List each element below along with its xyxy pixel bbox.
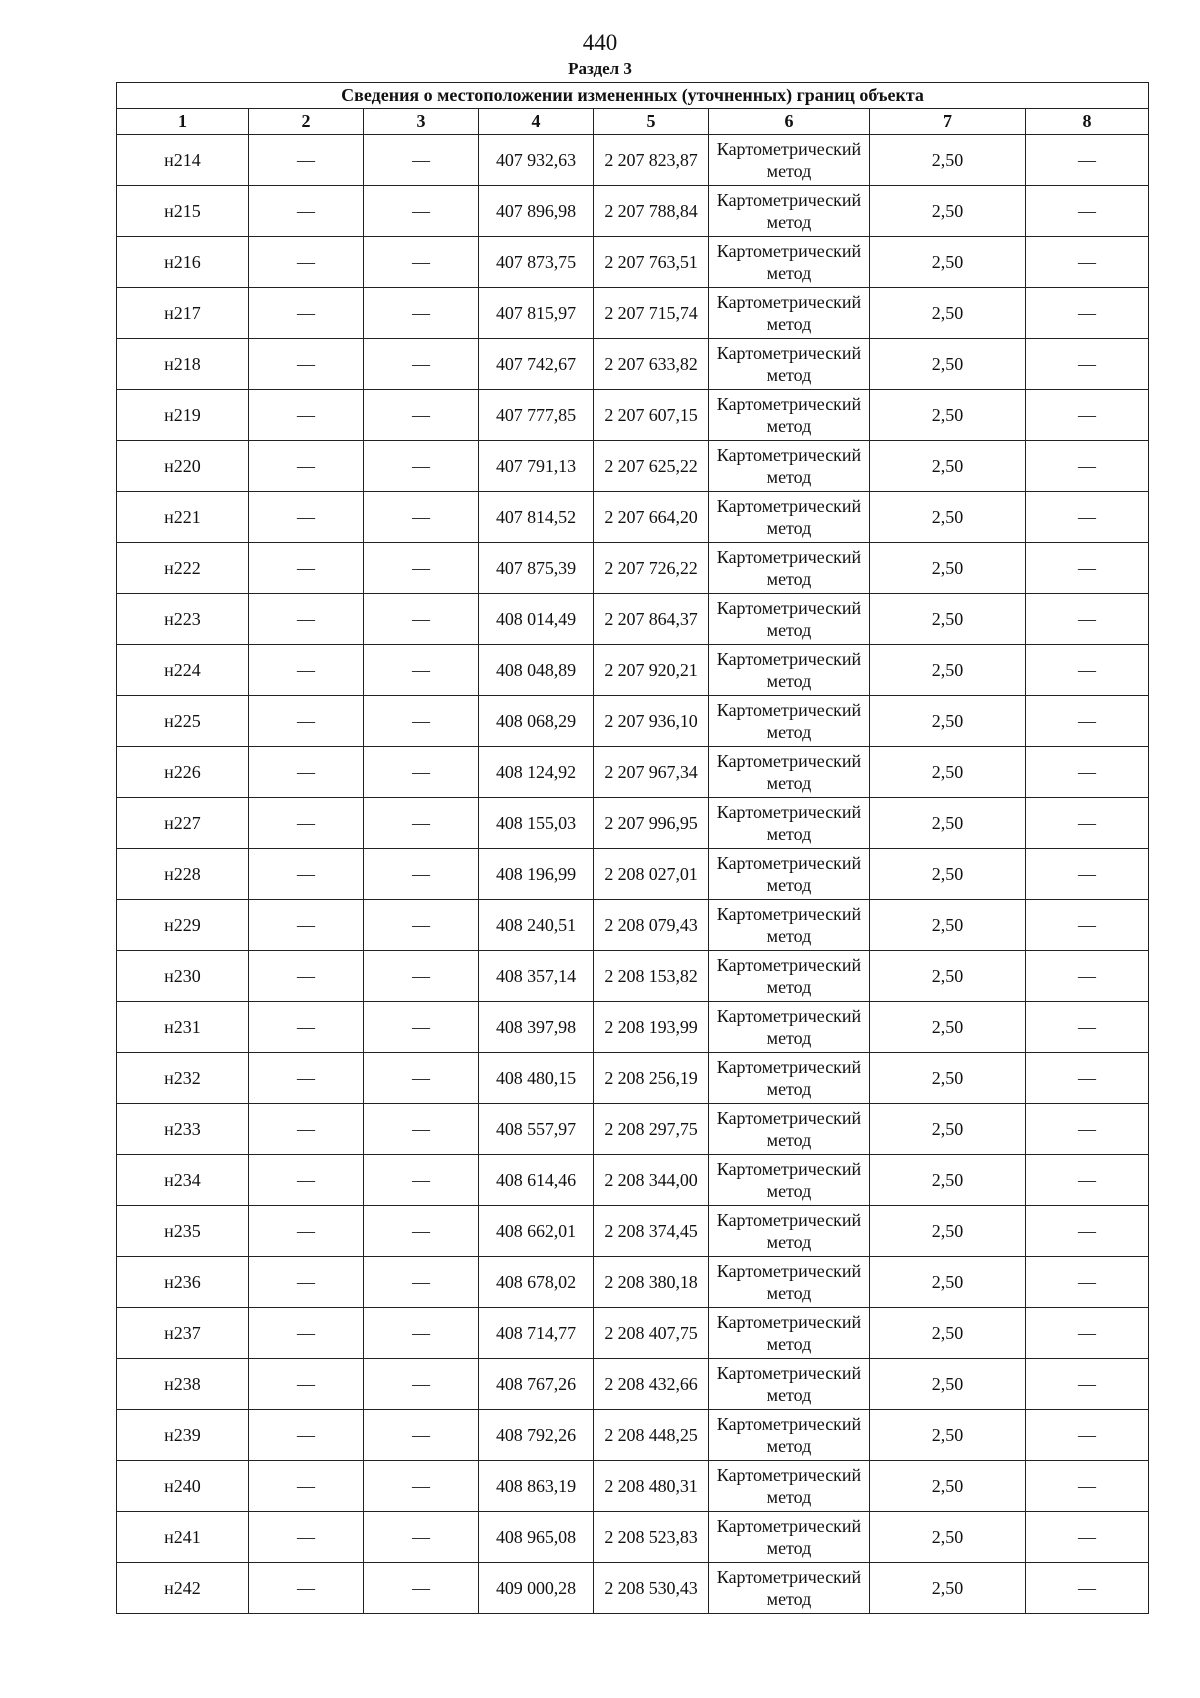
column-2-cell: — <box>249 441 364 492</box>
accuracy-cell: 2,50 <box>870 135 1026 186</box>
column-2-cell: — <box>249 747 364 798</box>
column-8-cell: — <box>1026 390 1149 441</box>
table-row <box>117 696 1149 747</box>
point-number-cell: н227 <box>117 798 249 849</box>
column-2-cell: — <box>249 798 364 849</box>
column-8-cell: — <box>1026 135 1149 186</box>
y-coordinate-cell: 2 207 726,22 <box>594 543 709 594</box>
table-row <box>117 1155 1149 1206</box>
column-3-cell: — <box>364 1512 479 1563</box>
table-row <box>117 1053 1149 1104</box>
point-number-cell: н238 <box>117 1359 249 1410</box>
column-8-cell: — <box>1026 543 1149 594</box>
table-body <box>117 135 1149 1614</box>
x-coordinate-cell: 407 742,67 <box>479 339 594 390</box>
point-number-cell: н228 <box>117 849 249 900</box>
accuracy-cell: 2,50 <box>870 594 1026 645</box>
column-2-cell: — <box>249 900 364 951</box>
column-3-cell: — <box>364 1002 479 1053</box>
column-8-cell: — <box>1026 186 1149 237</box>
method-cell: Картометрический метод <box>709 645 870 696</box>
x-coordinate-cell: 408 557,97 <box>479 1104 594 1155</box>
column-2-cell: — <box>249 135 364 186</box>
column-8-cell: — <box>1026 696 1149 747</box>
column-number-header: 2 <box>249 109 364 135</box>
x-coordinate-cell: 407 873,75 <box>479 237 594 288</box>
column-8-cell: — <box>1026 1461 1149 1512</box>
accuracy-cell: 2,50 <box>870 696 1026 747</box>
method-cell: Картометрический метод <box>709 288 870 339</box>
y-coordinate-cell: 2 207 967,34 <box>594 747 709 798</box>
table-row <box>117 339 1149 390</box>
column-number-header: 6 <box>709 109 870 135</box>
method-cell: Картометрический метод <box>709 1206 870 1257</box>
column-3-cell: — <box>364 645 479 696</box>
column-3-cell: — <box>364 492 479 543</box>
point-number-cell: н232 <box>117 1053 249 1104</box>
method-cell: Картометрический метод <box>709 186 870 237</box>
column-3-cell: — <box>364 390 479 441</box>
column-3-cell: — <box>364 594 479 645</box>
method-cell: Картометрический метод <box>709 1308 870 1359</box>
method-cell: Картометрический метод <box>709 594 870 645</box>
column-2-cell: — <box>249 1410 364 1461</box>
column-2-cell: — <box>249 1512 364 1563</box>
method-cell: Картометрический метод <box>709 1155 870 1206</box>
page-number: 440 <box>582 30 618 55</box>
y-coordinate-cell: 2 208 153,82 <box>594 951 709 1002</box>
method-cell: Картометрический метод <box>709 1002 870 1053</box>
column-8-cell: — <box>1026 1206 1149 1257</box>
x-coordinate-cell: 408 792,26 <box>479 1410 594 1461</box>
accuracy-cell: 2,50 <box>870 339 1026 390</box>
y-coordinate-cell: 2 208 297,75 <box>594 1104 709 1155</box>
accuracy-cell: 2,50 <box>870 1206 1026 1257</box>
y-coordinate-cell: 2 208 530,43 <box>594 1563 709 1614</box>
point-number-cell: н239 <box>117 1410 249 1461</box>
column-2-cell: — <box>249 1002 364 1053</box>
column-3-cell: — <box>364 186 479 237</box>
x-coordinate-cell: 408 124,92 <box>479 747 594 798</box>
table-row <box>117 900 1149 951</box>
accuracy-cell: 2,50 <box>870 543 1026 594</box>
column-3-cell: — <box>364 798 479 849</box>
accuracy-cell: 2,50 <box>870 849 1026 900</box>
point-number-cell: н221 <box>117 492 249 543</box>
column-3-cell: — <box>364 237 479 288</box>
column-2-cell: — <box>249 1257 364 1308</box>
y-coordinate-cell: 2 208 193,99 <box>594 1002 709 1053</box>
x-coordinate-cell: 408 155,03 <box>479 798 594 849</box>
coordinates-table <box>116 82 1149 1614</box>
column-8-cell: — <box>1026 798 1149 849</box>
column-2-cell: — <box>249 1053 364 1104</box>
x-coordinate-cell: 408 767,26 <box>479 1359 594 1410</box>
table-row <box>117 135 1149 186</box>
method-cell: Картометрический метод <box>709 543 870 594</box>
y-coordinate-cell: 2 208 344,00 <box>594 1155 709 1206</box>
x-coordinate-cell: 409 000,28 <box>479 1563 594 1614</box>
column-3-cell: — <box>364 900 479 951</box>
x-coordinate-cell: 408 014,49 <box>479 594 594 645</box>
accuracy-cell: 2,50 <box>870 747 1026 798</box>
point-number-cell: н219 <box>117 390 249 441</box>
column-8-cell: — <box>1026 1104 1149 1155</box>
table-row <box>117 645 1149 696</box>
point-number-cell: н240 <box>117 1461 249 1512</box>
table-row <box>117 237 1149 288</box>
method-cell: Картометрический метод <box>709 1359 870 1410</box>
column-3-cell: — <box>364 1104 479 1155</box>
column-8-cell: — <box>1026 1563 1149 1614</box>
column-2-cell: — <box>249 696 364 747</box>
point-number-cell: н234 <box>117 1155 249 1206</box>
table-row <box>117 747 1149 798</box>
point-number-cell: н231 <box>117 1002 249 1053</box>
column-3-cell: — <box>364 1359 479 1410</box>
column-3-cell: — <box>364 543 479 594</box>
column-8-cell: — <box>1026 288 1149 339</box>
point-number-cell: н214 <box>117 135 249 186</box>
column-3-cell: — <box>364 1155 479 1206</box>
table-row <box>117 1512 1149 1563</box>
x-coordinate-cell: 408 480,15 <box>479 1053 594 1104</box>
accuracy-cell: 2,50 <box>870 441 1026 492</box>
point-number-cell: н215 <box>117 186 249 237</box>
column-number-header: 7 <box>870 109 1026 135</box>
method-cell: Картометрический метод <box>709 1104 870 1155</box>
point-number-cell: н224 <box>117 645 249 696</box>
y-coordinate-cell: 2 208 079,43 <box>594 900 709 951</box>
y-coordinate-cell: 2 207 715,74 <box>594 288 709 339</box>
accuracy-cell: 2,50 <box>870 900 1026 951</box>
accuracy-cell: 2,50 <box>870 288 1026 339</box>
x-coordinate-cell: 408 678,02 <box>479 1257 594 1308</box>
x-coordinate-cell: 408 614,46 <box>479 1155 594 1206</box>
point-number-cell: н235 <box>117 1206 249 1257</box>
column-3-cell: — <box>364 1563 479 1614</box>
table-caption: Сведения о местоположении измененных (уточненных) границ объекта <box>117 83 1149 109</box>
column-3-cell: — <box>364 951 479 1002</box>
column-3-cell: — <box>364 1461 479 1512</box>
column-2-cell: — <box>249 645 364 696</box>
column-number-header: 1 <box>117 109 249 135</box>
column-number-header: 4 <box>479 109 594 135</box>
table-row <box>117 186 1149 237</box>
column-number-row <box>117 109 1149 135</box>
column-8-cell: — <box>1026 1512 1149 1563</box>
table-row <box>117 1308 1149 1359</box>
x-coordinate-cell: 408 196,99 <box>479 849 594 900</box>
x-coordinate-cell: 408 397,98 <box>479 1002 594 1053</box>
column-2-cell: — <box>249 594 364 645</box>
column-3-cell: — <box>364 1257 479 1308</box>
accuracy-cell: 2,50 <box>870 1257 1026 1308</box>
y-coordinate-cell: 2 208 256,19 <box>594 1053 709 1104</box>
y-coordinate-cell: 2 208 374,45 <box>594 1206 709 1257</box>
table-row <box>117 1206 1149 1257</box>
method-cell: Картометрический метод <box>709 1512 870 1563</box>
method-cell: Картометрический метод <box>709 747 870 798</box>
method-cell: Картометрический метод <box>709 849 870 900</box>
method-cell: Картометрический метод <box>709 390 870 441</box>
point-number-cell: н220 <box>117 441 249 492</box>
method-cell: Картометрический метод <box>709 492 870 543</box>
column-8-cell: — <box>1026 1053 1149 1104</box>
y-coordinate-cell: 2 208 523,83 <box>594 1512 709 1563</box>
method-cell: Картометрический метод <box>709 237 870 288</box>
table-row <box>117 543 1149 594</box>
accuracy-cell: 2,50 <box>870 1104 1026 1155</box>
method-cell: Картометрический метод <box>709 1257 870 1308</box>
column-3-cell: — <box>364 849 479 900</box>
y-coordinate-cell: 2 207 920,21 <box>594 645 709 696</box>
y-coordinate-cell: 2 207 763,51 <box>594 237 709 288</box>
x-coordinate-cell: 407 875,39 <box>479 543 594 594</box>
section-title: Раздел 3 <box>568 59 632 78</box>
table-row <box>117 1563 1149 1614</box>
table-row <box>117 492 1149 543</box>
method-cell: Картометрический метод <box>709 900 870 951</box>
point-number-cell: н217 <box>117 288 249 339</box>
column-8-cell: — <box>1026 1002 1149 1053</box>
table-row <box>117 1359 1149 1410</box>
x-coordinate-cell: 407 791,13 <box>479 441 594 492</box>
method-cell: Картометрический метод <box>709 339 870 390</box>
column-8-cell: — <box>1026 849 1149 900</box>
accuracy-cell: 2,50 <box>870 1308 1026 1359</box>
accuracy-cell: 2,50 <box>870 951 1026 1002</box>
y-coordinate-cell: 2 207 788,84 <box>594 186 709 237</box>
column-3-cell: — <box>364 747 479 798</box>
accuracy-cell: 2,50 <box>870 390 1026 441</box>
column-8-cell: — <box>1026 441 1149 492</box>
column-8-cell: — <box>1026 1257 1149 1308</box>
column-8-cell: — <box>1026 747 1149 798</box>
point-number-cell: н222 <box>117 543 249 594</box>
column-2-cell: — <box>249 1104 364 1155</box>
y-coordinate-cell: 2 207 823,87 <box>594 135 709 186</box>
y-coordinate-cell: 2 208 432,66 <box>594 1359 709 1410</box>
x-coordinate-cell: 408 240,51 <box>479 900 594 951</box>
column-3-cell: — <box>364 1410 479 1461</box>
point-number-cell: н230 <box>117 951 249 1002</box>
method-cell: Картометрический метод <box>709 1461 870 1512</box>
column-3-cell: — <box>364 441 479 492</box>
table-row <box>117 441 1149 492</box>
y-coordinate-cell: 2 207 664,20 <box>594 492 709 543</box>
point-number-cell: н229 <box>117 900 249 951</box>
accuracy-cell: 2,50 <box>870 1359 1026 1410</box>
column-number-header: 8 <box>1026 109 1149 135</box>
accuracy-cell: 2,50 <box>870 492 1026 543</box>
y-coordinate-cell: 2 207 936,10 <box>594 696 709 747</box>
column-8-cell: — <box>1026 594 1149 645</box>
column-8-cell: — <box>1026 1155 1149 1206</box>
point-number-cell: н226 <box>117 747 249 798</box>
x-coordinate-cell: 408 357,14 <box>479 951 594 1002</box>
point-number-cell: н236 <box>117 1257 249 1308</box>
column-number-header: 5 <box>594 109 709 135</box>
column-3-cell: — <box>364 339 479 390</box>
method-cell: Картометрический метод <box>709 696 870 747</box>
column-3-cell: — <box>364 1308 479 1359</box>
column-3-cell: — <box>364 1053 479 1104</box>
column-8-cell: — <box>1026 645 1149 696</box>
column-2-cell: — <box>249 849 364 900</box>
accuracy-cell: 2,50 <box>870 186 1026 237</box>
accuracy-cell: 2,50 <box>870 237 1026 288</box>
x-coordinate-cell: 407 815,97 <box>479 288 594 339</box>
column-8-cell: — <box>1026 492 1149 543</box>
table-row <box>117 1257 1149 1308</box>
x-coordinate-cell: 407 932,63 <box>479 135 594 186</box>
method-cell: Картометрический метод <box>709 1410 870 1461</box>
table-row <box>117 390 1149 441</box>
y-coordinate-cell: 2 208 480,31 <box>594 1461 709 1512</box>
column-3-cell: — <box>364 288 479 339</box>
column-3-cell: — <box>364 135 479 186</box>
method-cell: Картометрический метод <box>709 798 870 849</box>
column-8-cell: — <box>1026 339 1149 390</box>
y-coordinate-cell: 2 207 607,15 <box>594 390 709 441</box>
column-2-cell: — <box>249 1461 364 1512</box>
point-number-cell: н237 <box>117 1308 249 1359</box>
y-coordinate-cell: 2 207 625,22 <box>594 441 709 492</box>
accuracy-cell: 2,50 <box>870 1053 1026 1104</box>
table-row <box>117 798 1149 849</box>
x-coordinate-cell: 408 714,77 <box>479 1308 594 1359</box>
method-cell: Картометрический метод <box>709 441 870 492</box>
column-8-cell: — <box>1026 1359 1149 1410</box>
x-coordinate-cell: 407 777,85 <box>479 390 594 441</box>
column-2-cell: — <box>249 288 364 339</box>
table-caption-row <box>117 83 1149 109</box>
column-8-cell: — <box>1026 237 1149 288</box>
accuracy-cell: 2,50 <box>870 1563 1026 1614</box>
point-number-cell: н241 <box>117 1512 249 1563</box>
column-2-cell: — <box>249 237 364 288</box>
accuracy-cell: 2,50 <box>870 1155 1026 1206</box>
column-3-cell: — <box>364 1206 479 1257</box>
table-row <box>117 1002 1149 1053</box>
table-row <box>117 1461 1149 1512</box>
column-number-header: 3 <box>364 109 479 135</box>
column-2-cell: — <box>249 339 364 390</box>
column-2-cell: — <box>249 390 364 441</box>
x-coordinate-cell: 407 814,52 <box>479 492 594 543</box>
y-coordinate-cell: 2 207 864,37 <box>594 594 709 645</box>
table-row <box>117 594 1149 645</box>
accuracy-cell: 2,50 <box>870 1461 1026 1512</box>
column-8-cell: — <box>1026 900 1149 951</box>
accuracy-cell: 2,50 <box>870 1410 1026 1461</box>
column-2-cell: — <box>249 1308 364 1359</box>
column-3-cell: — <box>364 696 479 747</box>
x-coordinate-cell: 408 048,89 <box>479 645 594 696</box>
x-coordinate-cell: 408 965,08 <box>479 1512 594 1563</box>
accuracy-cell: 2,50 <box>870 1002 1026 1053</box>
x-coordinate-cell: 408 068,29 <box>479 696 594 747</box>
table-row <box>117 1104 1149 1155</box>
y-coordinate-cell: 2 208 380,18 <box>594 1257 709 1308</box>
column-2-cell: — <box>249 186 364 237</box>
column-2-cell: — <box>249 1155 364 1206</box>
y-coordinate-cell: 2 208 407,75 <box>594 1308 709 1359</box>
y-coordinate-cell: 2 207 633,82 <box>594 339 709 390</box>
method-cell: Картометрический метод <box>709 951 870 1002</box>
point-number-cell: н218 <box>117 339 249 390</box>
point-number-cell: н225 <box>117 696 249 747</box>
point-number-cell: н223 <box>117 594 249 645</box>
column-2-cell: — <box>249 1563 364 1614</box>
column-8-cell: — <box>1026 1308 1149 1359</box>
point-number-cell: н242 <box>117 1563 249 1614</box>
column-2-cell: — <box>249 543 364 594</box>
table-row <box>117 288 1149 339</box>
column-8-cell: — <box>1026 951 1149 1002</box>
column-8-cell: — <box>1026 1410 1149 1461</box>
x-coordinate-cell: 408 863,19 <box>479 1461 594 1512</box>
x-coordinate-cell: 407 896,98 <box>479 186 594 237</box>
accuracy-cell: 2,50 <box>870 1512 1026 1563</box>
accuracy-cell: 2,50 <box>870 798 1026 849</box>
table-row <box>117 951 1149 1002</box>
column-2-cell: — <box>249 1359 364 1410</box>
column-2-cell: — <box>249 951 364 1002</box>
x-coordinate-cell: 408 662,01 <box>479 1206 594 1257</box>
method-cell: Картометрический метод <box>709 135 870 186</box>
y-coordinate-cell: 2 208 027,01 <box>594 849 709 900</box>
column-2-cell: — <box>249 1206 364 1257</box>
y-coordinate-cell: 2 207 996,95 <box>594 798 709 849</box>
method-cell: Картометрический метод <box>709 1053 870 1104</box>
table-row <box>117 1410 1149 1461</box>
y-coordinate-cell: 2 208 448,25 <box>594 1410 709 1461</box>
table-row <box>117 849 1149 900</box>
column-2-cell: — <box>249 492 364 543</box>
point-number-cell: н233 <box>117 1104 249 1155</box>
point-number-cell: н216 <box>117 237 249 288</box>
accuracy-cell: 2,50 <box>870 645 1026 696</box>
method-cell: Картометрический метод <box>709 1563 870 1614</box>
